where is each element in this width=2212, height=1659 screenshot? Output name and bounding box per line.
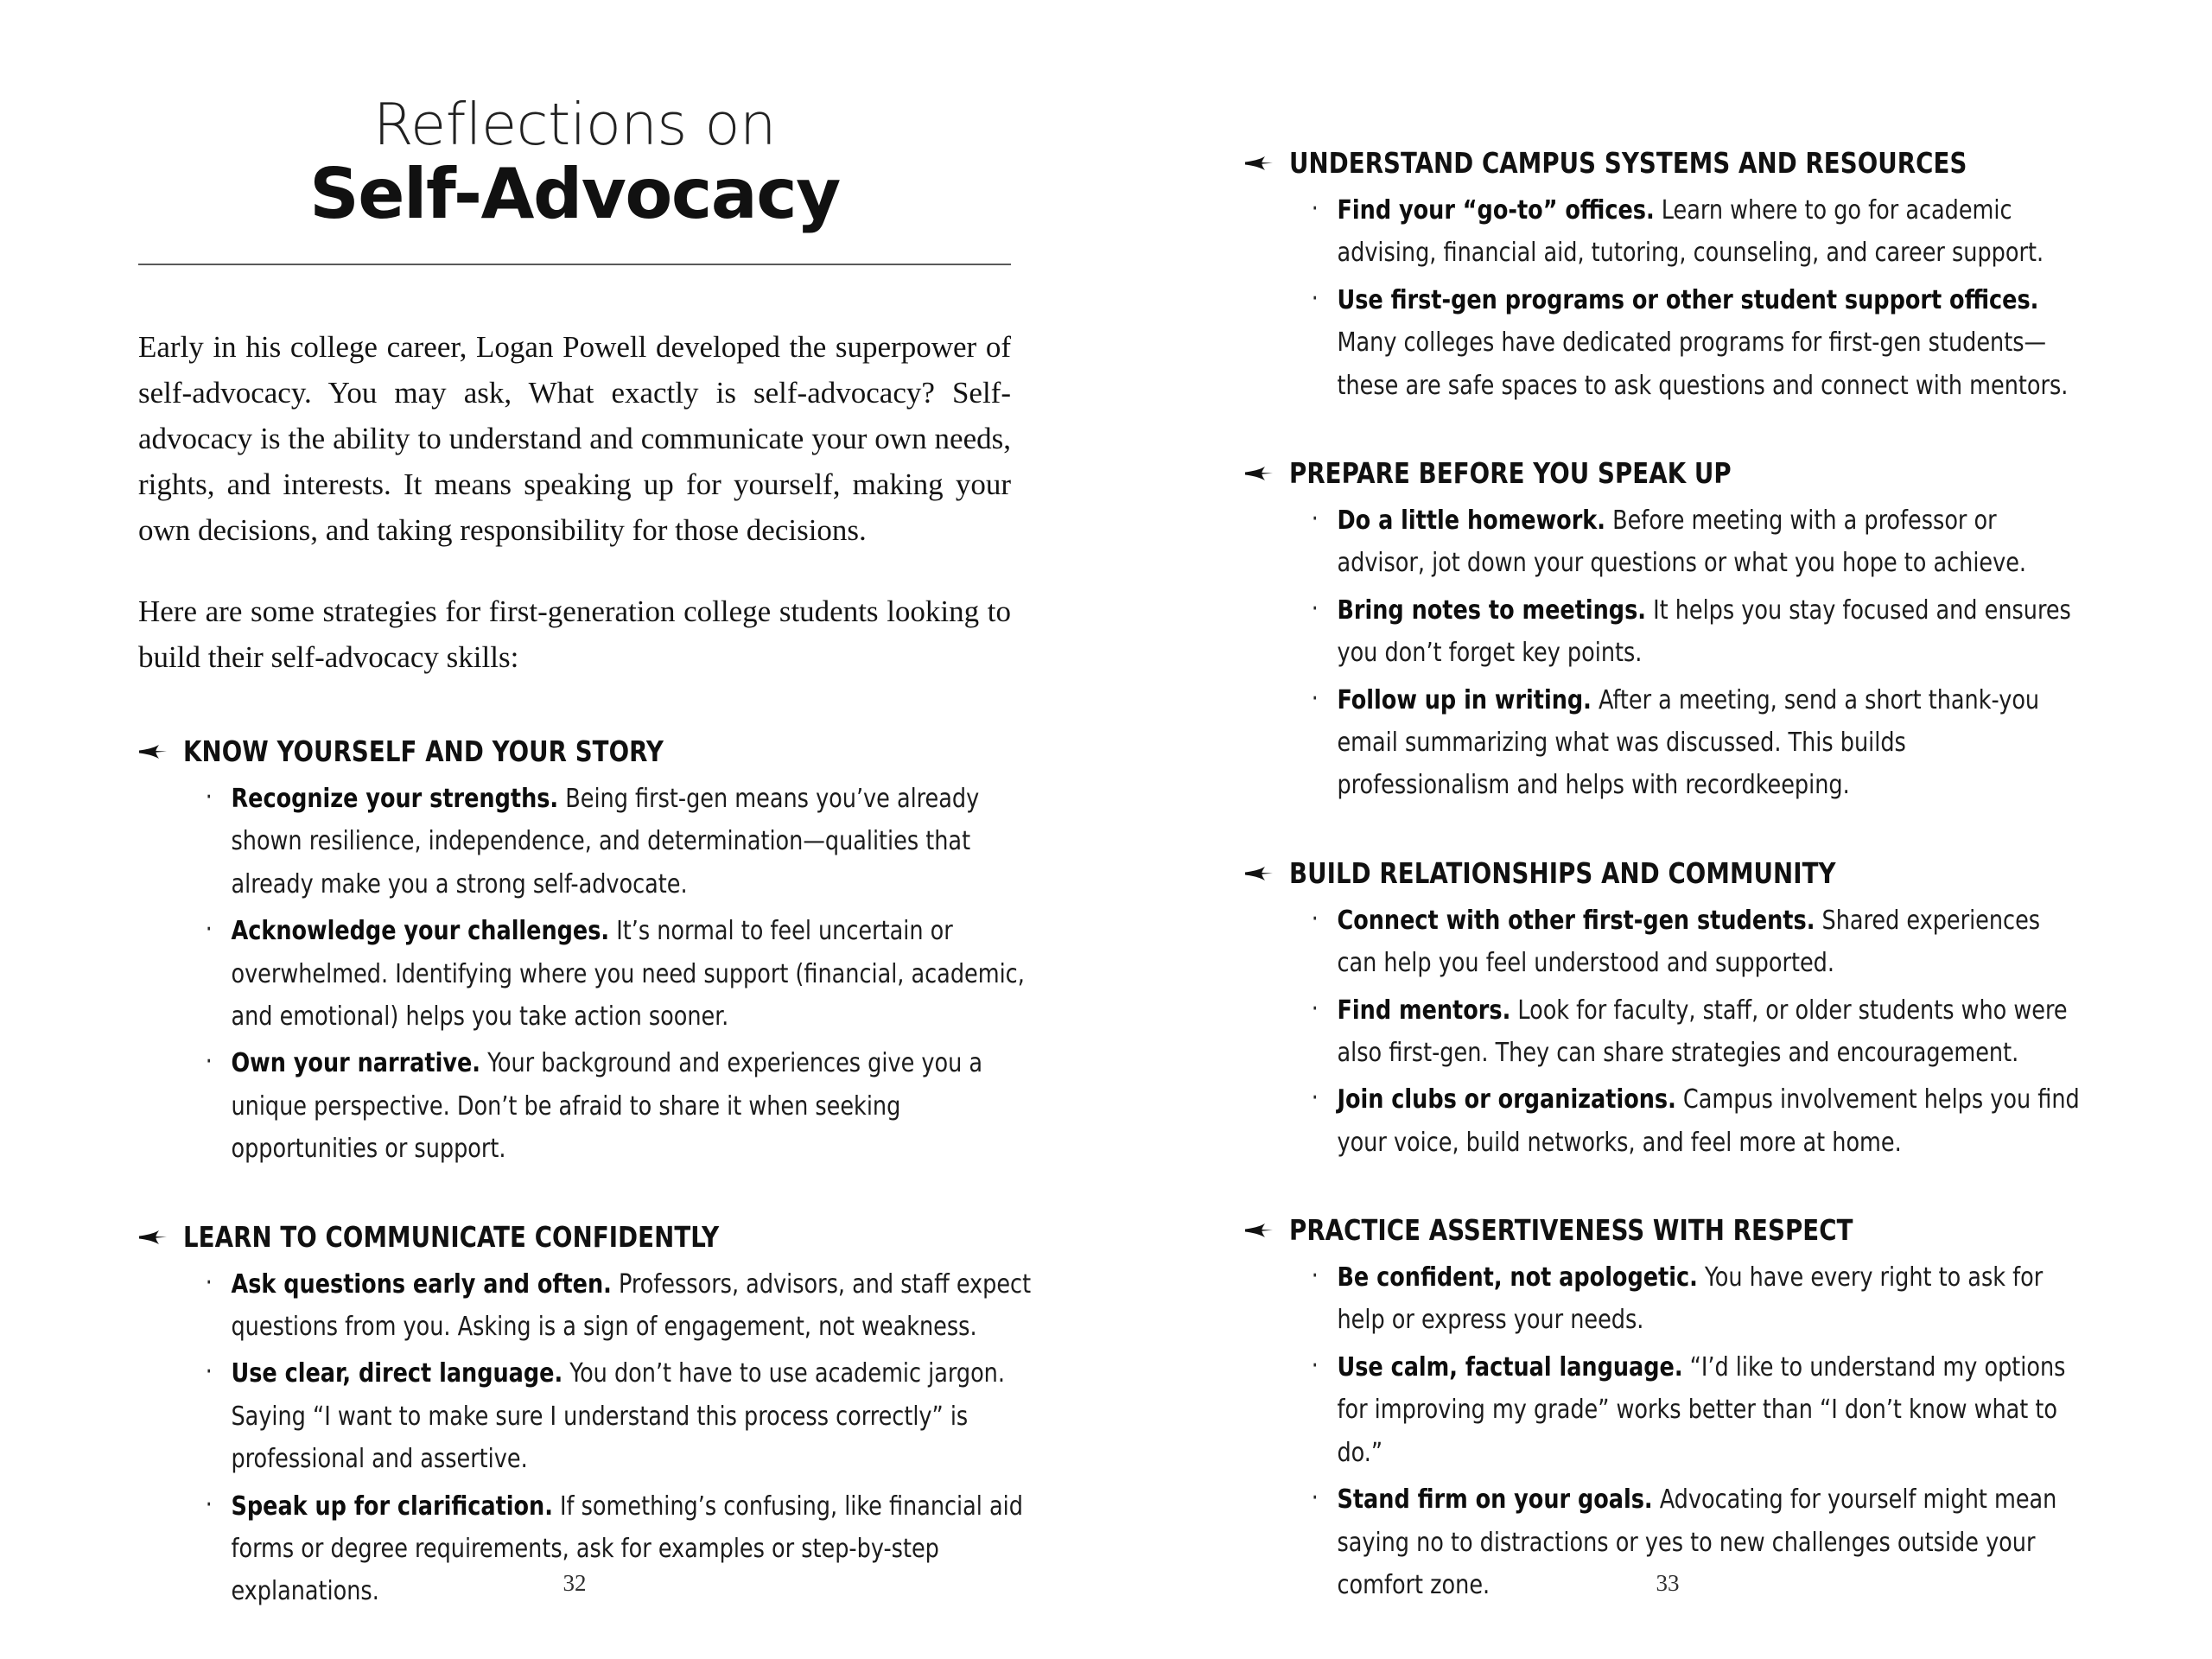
bullet-list	[138, 778, 1025, 1171]
bullet-text: It helps you stay focused and ensures you don’t forget key points.	[1337, 594, 2071, 669]
section	[1244, 855, 2080, 1164]
bullet-lead: Use clear, direct language.	[231, 1358, 563, 1389]
bullet-text: After a meeting, send a short thank-you email summarizing what was discussed. This builds professionalism and helps with recordkeeping.	[1337, 684, 2040, 801]
bullet-lead: Use first-gen programs or other student support offices.	[1337, 284, 2039, 315]
bullet-text: You don’t have to use academic jargon. Saying “I want to make sure I understand this process correctly” is professional and assertive.	[231, 1358, 1005, 1475]
left-sections	[138, 734, 1032, 1613]
section-title: BUILD RELATIONSHIPS AND COMMUNITY	[1289, 855, 1836, 890]
section-title: LEARN TO COMMUNICATE CONFIDENTLY	[183, 1219, 720, 1254]
bullet-lead: Find mentors.	[1337, 995, 1511, 1026]
bullet-text: If something’s confusing, like financial aid forms or degree requirements, ask for examples or step-by-step explanations.	[231, 1491, 1023, 1607]
bullet-lead: Follow up in writing.	[1337, 684, 1592, 715]
page-number: 32	[563, 1570, 587, 1596]
section-title: PREPARE BEFORE YOU SPEAK UP	[1289, 455, 1732, 490]
arrow-right-marker-icon	[1244, 1214, 1289, 1241]
bullet-list	[1244, 189, 2069, 407]
bullet-list	[1244, 899, 2080, 1164]
bullet-item	[1308, 989, 2081, 1075]
page-title-block	[138, 76, 1011, 265]
intro-paragraphs	[138, 324, 1011, 680]
bullet-item	[202, 910, 1039, 1038]
bullet-item	[202, 778, 1039, 906]
bullet-text: Before meeting with a professor or advisor, jot down your questions or what you hope to achieve.	[1337, 505, 2027, 579]
bullet-item	[202, 1042, 1039, 1170]
bullet-lead: Own your narrative.	[231, 1048, 480, 1079]
page-right	[1106, 0, 2212, 1659]
section	[1244, 1213, 2066, 1606]
bullet-item	[1308, 1346, 2081, 1474]
bullet-item	[1308, 1256, 2081, 1342]
arrow-right-marker-icon	[1244, 857, 1289, 884]
section-title: PRACTICE ASSERTIVENESS WITH RESPECT	[1289, 1213, 1853, 1248]
section	[138, 734, 1025, 1171]
bullet-list	[1244, 1256, 2066, 1606]
bullet-text: Campus involvement helps you find your voice, build networks, and feel more at home.	[1337, 1084, 2080, 1158]
section-heading-row	[1244, 147, 2052, 181]
bullet-list	[1244, 499, 2071, 807]
bullet-lead: Ask questions early and often.	[231, 1268, 612, 1300]
section-heading-row	[138, 735, 1011, 769]
bullet-item	[1308, 189, 2081, 275]
bullet-text: Being first-gen means you’ve already shown resilience, independence, and determination—qualities that already make you a strong self-advocate.	[231, 783, 980, 899]
title-divider	[138, 264, 1011, 265]
arrow-right-marker-icon	[1244, 147, 1289, 174]
bullet-lead: Be confident, not apologetic.	[1337, 1262, 1698, 1294]
section-heading-row	[1244, 1214, 2052, 1248]
arrow-right-marker-icon	[138, 1221, 183, 1248]
section	[138, 1219, 1032, 1613]
bullet-text: Professors, advisors, and staff expect questions from you. Asking is a sign of engagement, not weakness.	[231, 1268, 1032, 1342]
section-title: KNOW YOURSELF AND YOUR STORY	[183, 734, 664, 769]
bullet-text: Many colleges have dedicated programs for first-gen students—these are safe spaces to ask questions and connect with mentors.	[1337, 327, 2069, 401]
bullet-text: Your background and experiences give you a unique perspective. Don’t be afraid to share it when seeking opportunities or support.	[231, 1048, 983, 1165]
bullet-item	[1308, 1078, 2081, 1164]
bullet-text: Advocating for yourself might mean saying no to distractions or yes to new challenges outside your comfort zone.	[1337, 1484, 2057, 1600]
bullet-item	[1308, 499, 2081, 585]
section-heading-row	[1244, 857, 2052, 891]
intro-paragraph: Early in his college career, Logan Powell developed the superpower of self-advocacy. You may ask, What exactly is self-advocacy? Self-advocacy is the ability to understand and communicate your own needs, rights, and interests. It means speaking up for yourself, making your own decisions, and taking responsibility for those decisions.	[138, 329, 1011, 548]
bullet-lead: Do a little homework.	[1337, 505, 1605, 536]
page-title-line-1: Reflections on	[372, 91, 777, 158]
section-heading-row	[138, 1221, 1011, 1255]
arrow-right-marker-icon	[138, 735, 183, 762]
section	[1244, 146, 2069, 407]
bullet-text: Shared experiences can help you feel understood and supported.	[1337, 905, 2041, 979]
bullet-lead: Connect with other first-gen students.	[1337, 905, 1815, 936]
bullet-item	[202, 1352, 1039, 1480]
bullet-item	[1308, 589, 2081, 675]
bullet-item	[202, 1263, 1039, 1349]
bullet-lead: Recognize your strengths.	[231, 783, 559, 814]
bullet-list	[138, 1263, 1032, 1613]
bullet-lead: Use calm, factual language.	[1337, 1351, 1683, 1382]
bullet-lead: Find your “go-to” offices.	[1337, 194, 1655, 226]
page-title-line-2: Self-Advocacy	[309, 154, 840, 235]
arrow-right-marker-icon	[1244, 457, 1289, 484]
page-number: 33	[1656, 1570, 1680, 1596]
bullet-lead: Acknowledge your challenges.	[231, 916, 610, 947]
bullet-text: Look for faculty, staff, or older students who were also first-gen. They can share strategies and encouragement.	[1337, 995, 2068, 1068]
intro-paragraph: Here are some strategies for first-generation college students looking to build their self-advocacy skills:	[138, 594, 1011, 674]
section-title: UNDERSTAND CAMPUS SYSTEMS AND RESOURCES	[1289, 146, 1967, 180]
bullet-text: You have every right to ask for help or express your needs.	[1337, 1262, 2044, 1336]
bullet-lead: Stand firm on your goals.	[1337, 1484, 1653, 1516]
bullet-item	[1308, 679, 2081, 807]
bullet-text: “I’d like to understand my options for improving my grade” works better than “I don’t know what to do.”	[1337, 1351, 2066, 1468]
section	[1244, 455, 2071, 807]
bullet-item	[1308, 899, 2081, 985]
bullet-text: It’s normal to feel uncertain or overwhelmed. Identifying where you need support (financial, academic, and emotional) helps you take action sooner.	[231, 916, 1025, 1032]
bullet-lead: Bring notes to meetings.	[1337, 594, 1646, 626]
bullet-lead: Join clubs or organizations.	[1337, 1084, 1676, 1116]
bullet-item	[1308, 279, 2081, 407]
right-sections	[1244, 146, 2080, 1606]
bullet-text: Learn where to go for academic advising, financial aid, tutoring, counseling, and career support.	[1337, 194, 2044, 269]
bullet-lead: Speak up for clarification.	[231, 1491, 553, 1522]
section-heading-row	[1244, 457, 2052, 491]
